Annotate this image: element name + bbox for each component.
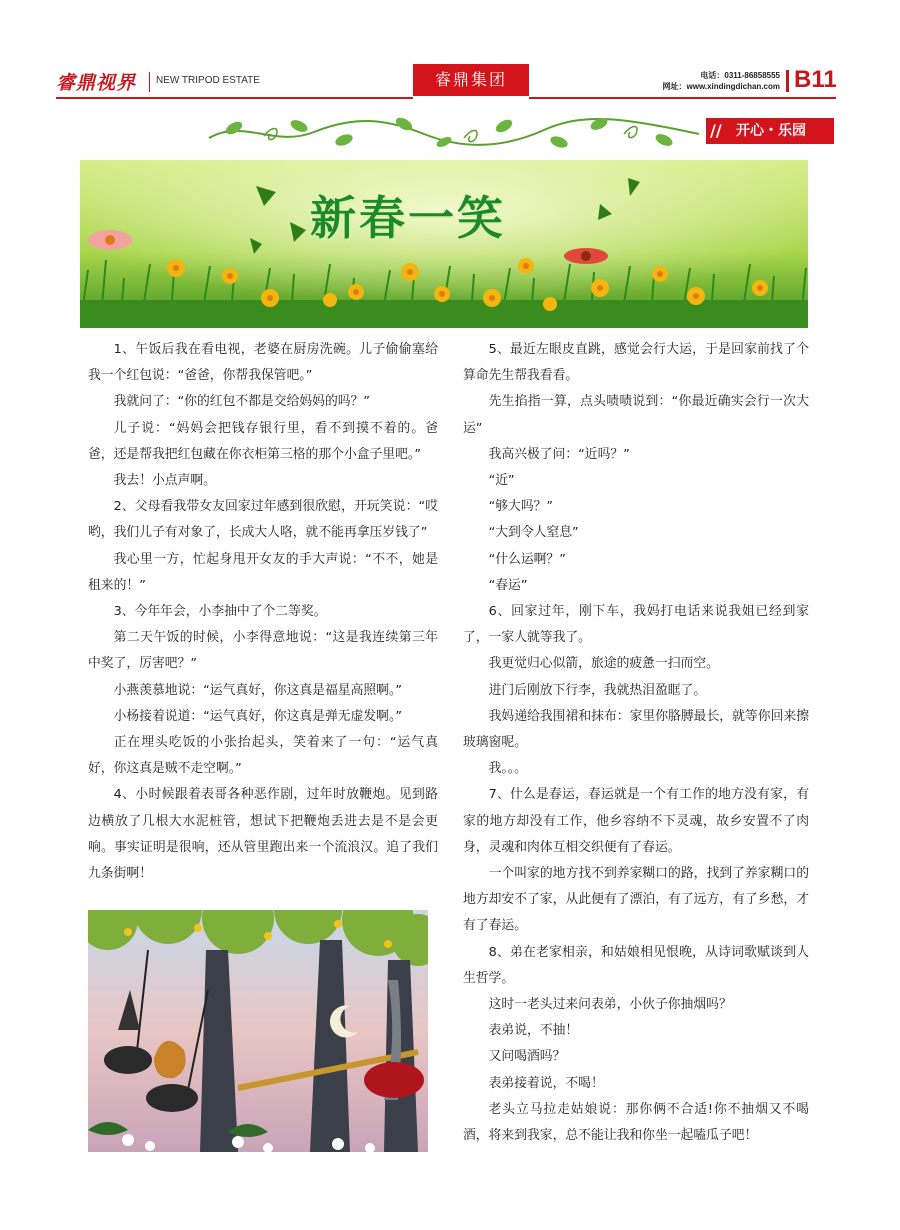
paragraph: 进门后刚放下行李，我就热泪盈眶了。 — [488, 682, 707, 698]
paragraph: 一个叫家的地方找不到养家糊口的路，找到了养家糊口的地方却安不了家，从此便有了漂泊，有了远方，有了乡愁，才有了春运。 — [463, 866, 809, 934]
masthead — [56, 64, 836, 98]
paragraph: 7、什么是春运，春运就是一个有工作的地方没有家，有家的地方却没有工作，他乡容纳不下灵魂，故乡安置不了肉身，灵魂和肉体互相交织便有了春运。 — [463, 787, 809, 855]
masthead-logo: 睿鼎视界 — [56, 72, 137, 94]
paragraph: 又问喝酒吗？ — [488, 1049, 566, 1065]
paragraph: 6、回家过年，刚下车，我妈打电话来说我姐已经到家了，一家人就等我了。 — [463, 604, 809, 646]
masthead-phone: 电话：0311-86858555 — [700, 71, 780, 80]
paragraph: “春运” — [488, 577, 528, 593]
masthead-contact — [648, 70, 780, 92]
paragraph: 2、父母看我带女友回家过年感到很欣慰，开玩笑说：“哎哟，我们儿子有对象了，长成大人咯，就不能再拿压岁钱了” — [88, 499, 438, 541]
masthead-rule-left — [56, 97, 413, 99]
paragraph: 老头立马拉走姑娘说：那你俩不合适!你不抽烟又不喝酒，将来到我家，总不能让我和你坐一起嗑瓜子吧！ — [463, 1101, 809, 1144]
paragraph: 儿子说：“妈妈会把钱存银行里，看不到摸不着的。爸爸，还是帮我把红包藏在你衣柜第三格的那个小盒子里吧。” — [88, 420, 438, 462]
paragraph: 正在埋头吃饭的小张抬起头，笑着来了一句：“运气真好，你这真是贼不走空啊。” — [88, 735, 438, 777]
paragraph: 3、今年年会，小李抽中了个二等奖。 — [113, 604, 327, 620]
banner-title: 新春一笑 — [310, 191, 506, 245]
paragraph: 我妈递给我围裙和抹布：家里你胳膊最长，就等你回来擦玻璃窗呢。 — [463, 708, 809, 751]
masthead-rule-right — [529, 97, 836, 99]
left-column — [88, 337, 438, 887]
paragraph: 表弟接着说，不喝！ — [488, 1075, 604, 1091]
paragraph: 8、弟在老家相亲，和姑娘相见恨晚，从诗词歌赋谈到人生哲学。 — [463, 944, 809, 986]
paragraph: 1、午饭后我在看电视，老婆在厨房洗碗。儿子偷偷塞给我一个红包说：“爸爸，你帮我保管吧。” — [88, 342, 438, 384]
paragraph: 先生掐指一算，点头啧啧说到：“你最近确实会行一次大运” — [463, 394, 809, 436]
paragraph: 第二天午饭的时候，小李得意地说：“这是我连续第三年中奖了，厉害吧？” — [88, 630, 438, 672]
section-tag-label: 开心・乐园 — [736, 123, 806, 139]
section-tag — [706, 118, 834, 144]
paragraph: 我。。。 — [488, 761, 527, 777]
masthead-english: NEW TRIPOD ESTATE — [156, 75, 260, 86]
paragraph: “够大吗？” — [488, 499, 554, 515]
forest-illustration-icon — [88, 910, 428, 1152]
paragraph: 表弟说，不抽！ — [488, 1023, 579, 1039]
paragraph: 小杨接着说道：“运气真好，你这真是弹无虚发啊。” — [113, 708, 402, 724]
paragraph: 4、小时候跟着表哥各种恶作剧，过年时放鞭炮。见到路边横放了几根大水泥桩管，想试下把鞭炮丢进去是不是会更响。事实证明是很响，还从管里跑出来一个流浪汉。追了我们九条街啊！ — [88, 787, 438, 882]
paragraph: 我去！小点声啊。 — [113, 473, 216, 489]
page-number: B11 — [794, 66, 837, 93]
paragraph: “近” — [488, 473, 515, 489]
paragraph: 5、最近左眼皮直跳，感觉会行大运，于是回家前找了个算命先生帮我看看。 — [463, 342, 809, 384]
paragraph: “大到令人窒息” — [488, 525, 579, 541]
masthead-group-badge: 睿鼎集团 — [413, 64, 529, 96]
page-number-bar — [786, 70, 789, 92]
masthead-website: 网址：www.xindingdichan.com — [662, 82, 780, 91]
vine-ornament-icon — [204, 114, 704, 150]
paragraph: 我高兴极了问：“近吗？” — [488, 446, 630, 462]
paragraph: 这时一老头过来问表弟，小伙子你抽烟吗？ — [488, 997, 732, 1013]
right-column — [463, 337, 809, 1149]
paragraph: “什么运啊？” — [488, 551, 566, 567]
masthead-divider — [149, 72, 150, 92]
paragraph: 我心里一方，忙起身甩开女友的手大声说：“不不，她是租来的！” — [88, 551, 438, 593]
paragraph: 我更觉归心似箭，旅途的疲惫一扫而空。 — [488, 656, 719, 672]
paragraph: 小燕羡慕地说：“运气真好，你这真是福星高照啊。” — [113, 682, 402, 698]
spring-banner — [80, 160, 808, 328]
section-tag-slashes: // — [710, 121, 722, 140]
paragraph: 我就问了：“你的红包不都是交给妈妈的吗？” — [113, 394, 370, 410]
